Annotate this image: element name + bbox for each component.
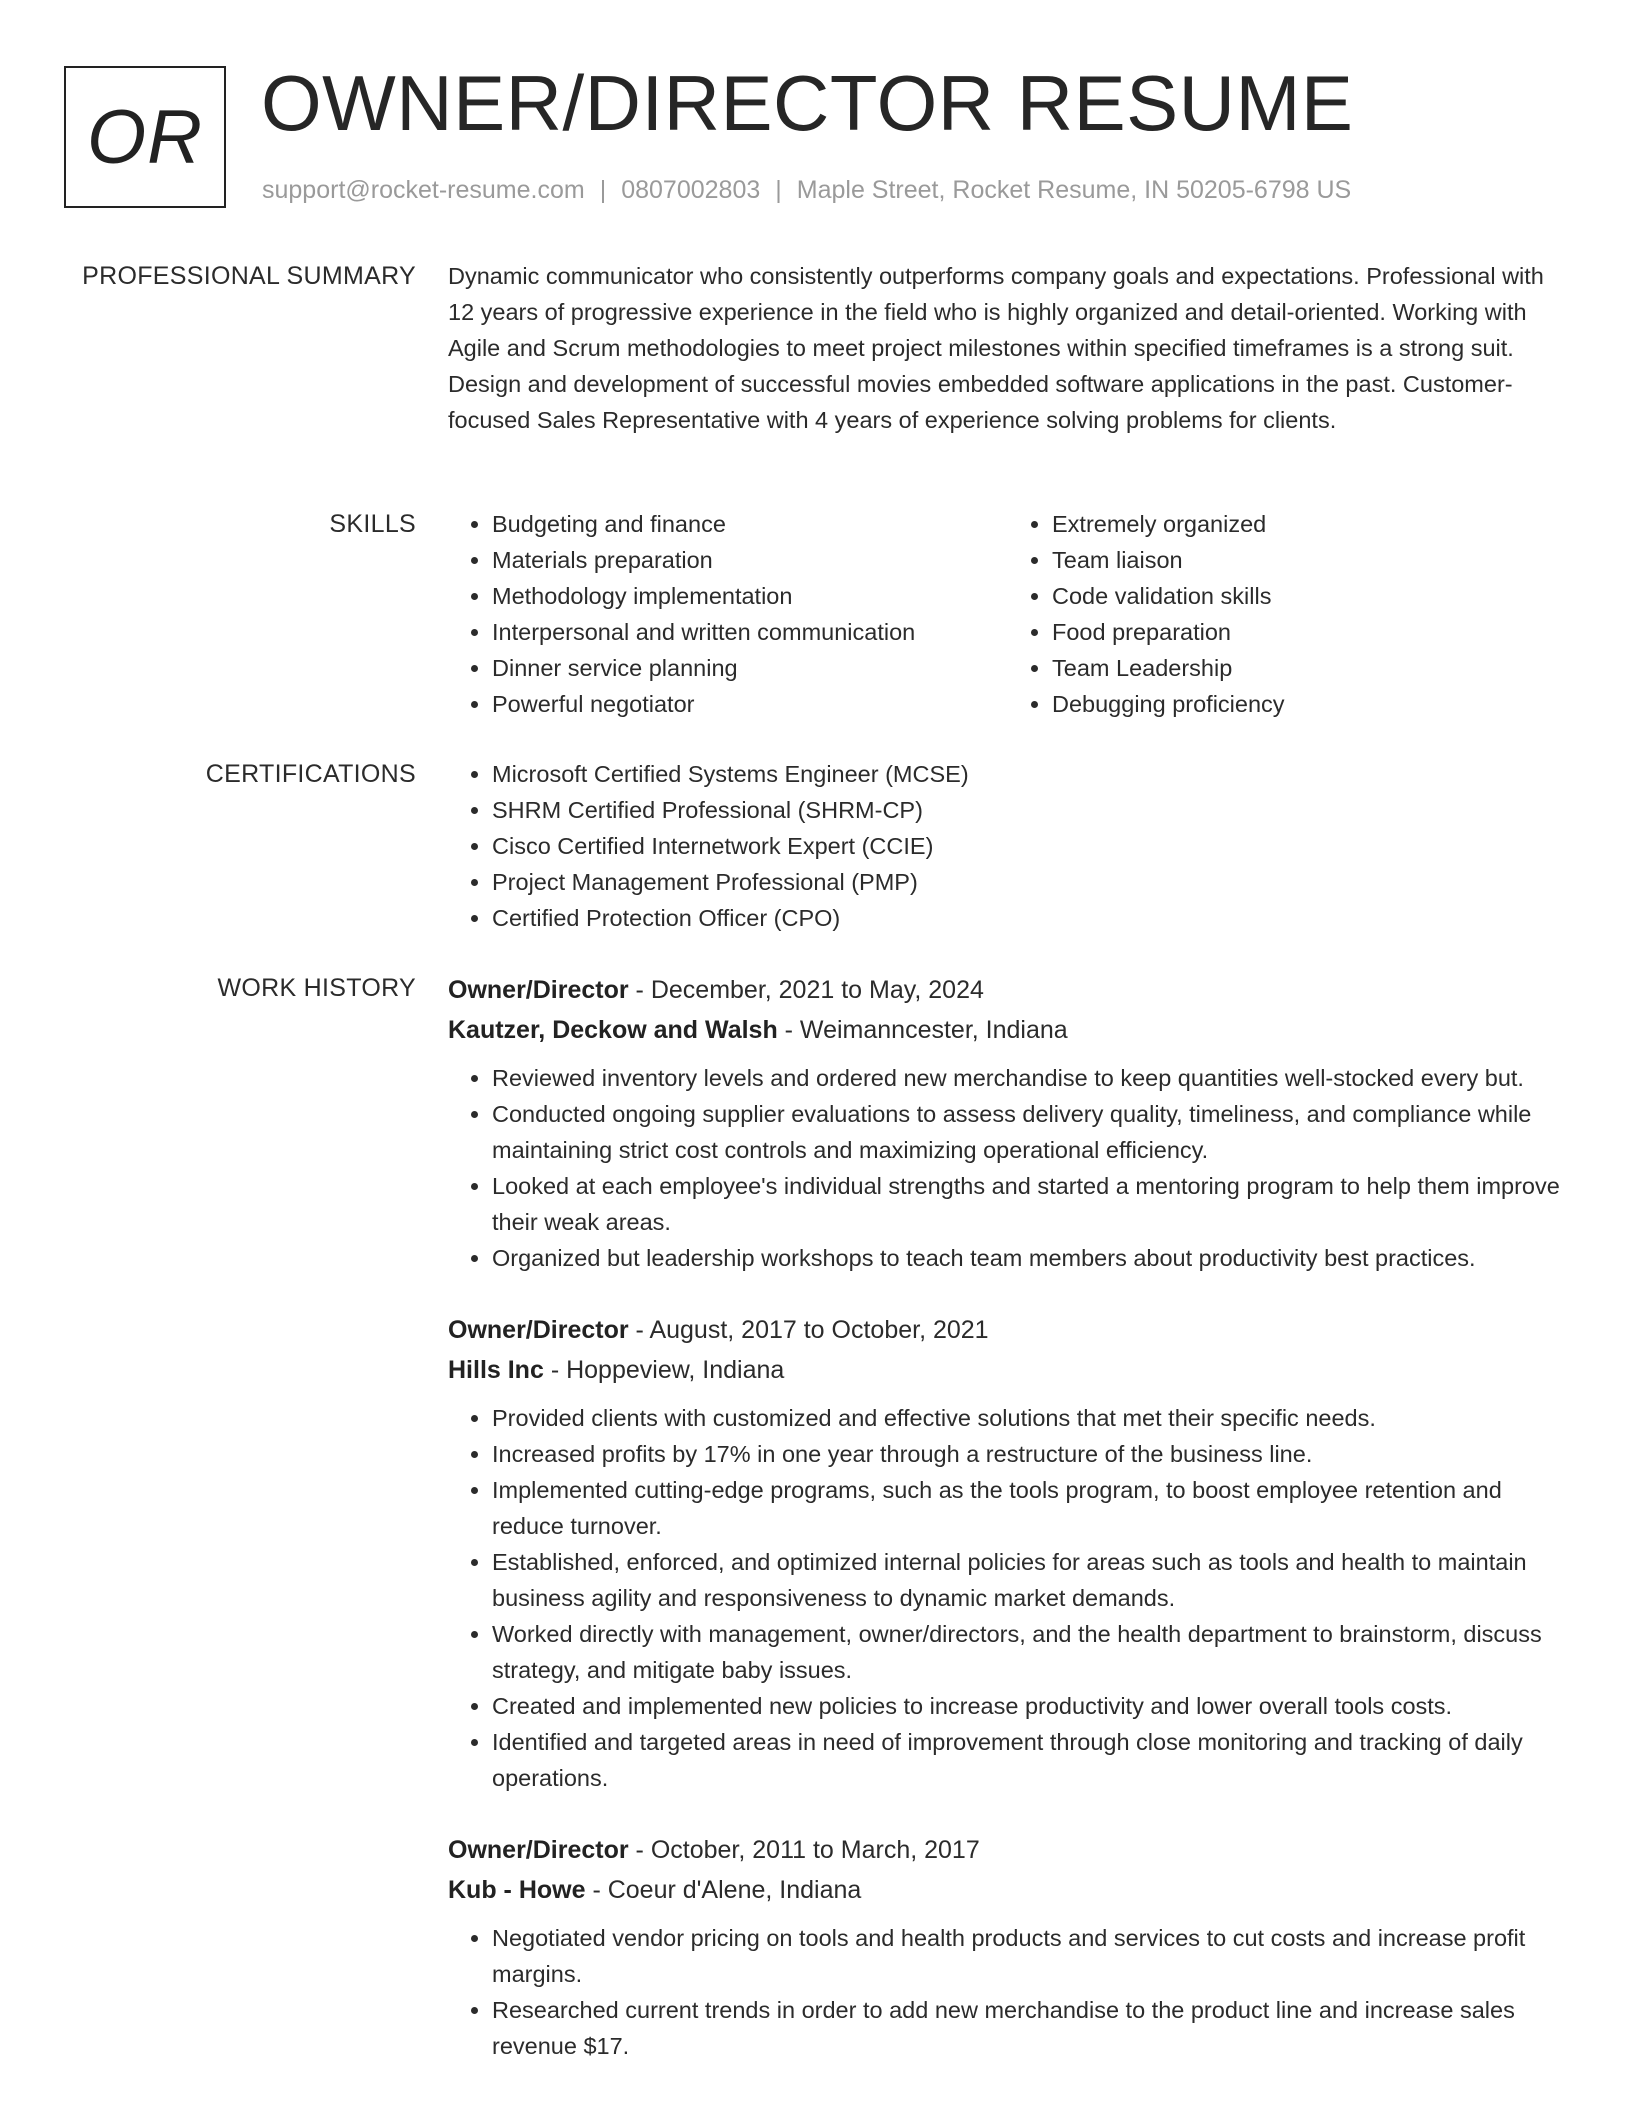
list-item: • Project Management Professional (PMP) xyxy=(492,864,1568,900)
certifications-body xyxy=(448,756,1568,936)
list-item: • Created and implemented new policies to increase productivity and lower overall tools costs. xyxy=(492,1688,1568,1724)
section-label-skills: SKILLS xyxy=(329,510,416,538)
list-item: • Conducted ongoing supplier evaluations to assess delivery quality, timeliness, and compliance while maintaining strict cost controls and maximizing operational efficiency. xyxy=(492,1096,1568,1168)
job-bullets xyxy=(448,1060,1568,1276)
job-dates: - December, 2021 to May, 2024 xyxy=(628,976,984,1004)
list-item: • Implemented cutting-edge programs, such as the tools program, to boost employee retention and reduce turnover. xyxy=(492,1472,1568,1544)
certifications-list xyxy=(448,756,1568,936)
contact-separator: | xyxy=(775,176,782,204)
contact-email: support@rocket-resume.com xyxy=(262,176,585,204)
job-title-line xyxy=(448,1830,1568,1870)
list-item: • Code validation skills xyxy=(1052,578,1568,614)
list-item: • Negotiated vendor pricing on tools and health products and services to cut costs and increase profit margins. xyxy=(492,1920,1568,1992)
list-item: • Researched current trends in order to add new merchandise to the product line and increase sales revenue $17. xyxy=(492,1992,1568,2064)
list-item: • SHRM Certified Professional (SHRM-CP) xyxy=(492,792,1568,828)
list-item: • Organized but leadership workshops to teach team members about productivity best practices. xyxy=(492,1240,1568,1276)
list-item: • Materials preparation xyxy=(492,542,1008,578)
job-dates: - August, 2017 to October, 2021 xyxy=(628,1316,989,1344)
list-item: • Provided clients with customized and effective solutions that met their specific needs. xyxy=(492,1400,1568,1436)
contact-separator: | xyxy=(599,176,607,204)
list-item: • Increased profits by 17% in one year through a restructure of the business line. xyxy=(492,1436,1568,1472)
list-item: • Established, enforced, and optimized internal policies for areas such as tools and health to maintain business agility and responsiveness to dynamic market demands. xyxy=(492,1544,1568,1616)
job-title: Owner/Director xyxy=(448,1836,629,1864)
job-title-line xyxy=(448,1310,1568,1350)
list-item: • Interpersonal and written communication xyxy=(492,614,1008,650)
job-dates: - October, 2011 to March, 2017 xyxy=(628,1836,980,1864)
job-company-line xyxy=(448,1870,1568,1910)
contact-phone: 0807002803 xyxy=(621,176,761,204)
job-company-line xyxy=(448,1010,1568,1050)
monogram-logo: OR xyxy=(64,66,226,208)
list-item: • Debugging proficiency xyxy=(1052,686,1568,722)
contact-address: Maple Street, Rocket Resume, IN 50205-6798 US xyxy=(796,176,1352,204)
list-item: • Budgeting and finance xyxy=(492,506,1008,542)
job-company: Kautzer, Deckow and Walsh xyxy=(448,1016,778,1044)
contact-line xyxy=(262,174,1351,206)
job-company-line xyxy=(448,1350,1568,1390)
list-item: • Worked directly with management, owner/directors, and the health department to brainstorm, discuss strategy, and mitigate baby issues. xyxy=(492,1616,1568,1688)
list-item: • Powerful negotiator xyxy=(492,686,1008,722)
job-entry xyxy=(448,1830,1568,2064)
job-title: Owner/Director xyxy=(448,1316,629,1344)
list-item: • Certified Protection Officer (CPO) xyxy=(492,900,1568,936)
list-item: • Cisco Certified Internetwork Expert (CCIE) xyxy=(492,828,1568,864)
job-title-line xyxy=(448,970,1568,1010)
list-item: • Reviewed inventory levels and ordered new merchandise to keep quantities well-stocked every but. xyxy=(492,1060,1568,1096)
list-item: • Team Leadership xyxy=(1052,650,1568,686)
page-title: OWNER/DIRECTOR RESUME xyxy=(261,59,1354,147)
skills-body xyxy=(448,506,1568,722)
section-label-work-history: WORK HISTORY xyxy=(217,974,416,1002)
section-label-summary: PROFESSIONAL SUMMARY xyxy=(82,262,416,290)
job-bullets xyxy=(448,1920,1568,2064)
list-item: • Identified and targeted areas in need of improvement through close monitoring and tracking of daily operations. xyxy=(492,1724,1568,1796)
skills-list-left xyxy=(448,506,1008,722)
list-item: • Looked at each employee's individual strengths and started a mentoring program to help them improve their weak areas. xyxy=(492,1168,1568,1240)
list-item: • Extremely organized xyxy=(1052,506,1568,542)
job-entry xyxy=(448,1310,1568,1796)
job-bullets xyxy=(448,1400,1568,1796)
job-location: - Weimanncester, Indiana xyxy=(777,1016,1068,1044)
list-item: • Dinner service planning xyxy=(492,650,1008,686)
job-title: Owner/Director xyxy=(448,976,629,1004)
job-location: - Hoppeview, Indiana xyxy=(543,1356,785,1384)
list-item: • Food preparation xyxy=(1052,614,1568,650)
list-item: • Team liaison xyxy=(1052,542,1568,578)
skills-list-right xyxy=(1008,506,1568,722)
job-entry xyxy=(448,970,1568,1276)
list-item: • Methodology implementation xyxy=(492,578,1008,614)
summary-text: Dynamic communicator who consistently outperforms company goals and expectations. Professional with 12 years of progressive experience in the field who is highly organized and detail-oriented. Working with Agile and Scrum methodologies to meet project milestones within specified timeframes is a strong suit. Design and development of successful movies embedded software applications in the past. Customer-focused Sales Representative with 4 years of experience solving problems for clients. xyxy=(448,263,1544,433)
section-label-certifications: CERTIFICATIONS xyxy=(205,760,416,788)
summary-body xyxy=(448,258,1568,438)
job-company: Hills Inc xyxy=(448,1356,544,1384)
job-location: - Coeur d'Alene, Indiana xyxy=(585,1876,862,1904)
job-company: Kub - Howe xyxy=(448,1876,586,1904)
list-item: • Microsoft Certified Systems Engineer (MCSE) xyxy=(492,756,1568,792)
work-history-body xyxy=(448,970,1568,2098)
